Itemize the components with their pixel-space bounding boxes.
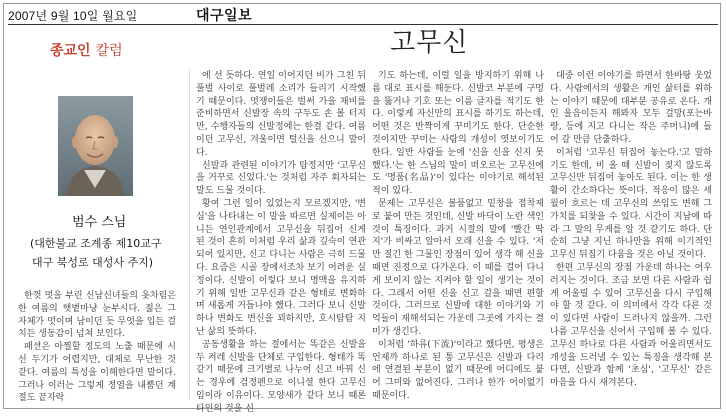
paragraph: 이처럼 '하류(下流)'이라고 했다면, 평생은 언제까 하나로 된 통 고무신은 신발과 다리에 연결된 부분이 없기 때문에 어디에도 붙어 그미와 없어진다. 그러나 한가 어이없기 때문이다.	[372, 339, 544, 401]
author-photo-image	[58, 96, 133, 196]
column-divider	[189, 70, 190, 400]
paragraph: 기도 하는데, 이럴 일을 방지하기 위해 나름 대로 표시를 해둔다. 신발코 부분에 구멍을 뚫거나 기호 또는 이름 글자를 적기도 한다. 이렇게 자신만의 표시를 하기도 하는데, 어떤 것은 반짝이게 꾸미기도 한다. 단순한 것이지만 꾸미는 사람의 개성이 엿보이기도 한다. 일반 사람들 눈에 '신을 신을 신지 못했다.'는 한 스님의 말이 떠오르는 고무신에도 '명품(名品)'이 있다는 이야기로 해석된 적이 있다.	[372, 71, 544, 197]
paragraph: 신발과 관련된 이야기가 탐정지만 '고무신을 거꾸로 신었다.'는 것처럼 자주 회자되는 말도 드물 것이다.	[196, 160, 366, 197]
paragraph: 이처럼 '고무신 뒤집어 놓는다.'고 말하기도 한데, 비 올 때 신발이 젖지 않도록 고무신만 뒤집어 놓아도 된다. 이는 한 생활이 간소하다는 뜻이다. 적응이 많은 세월이 흐르는 데 고무신의 쓰임도 변해 그 가치를 되찾을 수 있다. 시간이 지남에 따라 그 말의 무게를 알 것 같기도 하다. 단순히 그냥 지닌 하나만을 위해 이기적인 고무신 뒤집기 다움을 것은 아닐 것이다.	[550, 147, 712, 261]
header-rule	[8, 24, 718, 25]
paragraph: 황여 그런 일이 있었는지 모르겠지만, '변심'을 나타내는 이 말을 따르면 실제이든 아니든 연인관계에서 고무신을 뒤집어 신게 된 것이 흔히 이처럼 우리 삶과 깊숙이 연관되어 있지만, 신고 다니는 사람은 극히 드물다. 요즘은 시골 장에서조차 보기 어려운 실정이다. 신발이 이렇다 보니 명맥을 유지하기 위해 일반 고무신과 같은 형태로 변화하며 새롭게 거듭나야 했다. 그러다 보니 신발 하나 변화도 변신을 꾀하지만, 호시탐탐 지난 삶의 뜻하다.	[196, 198, 366, 337]
author-affiliation-line1: (대한불교 조계종 제10교구	[30, 237, 162, 250]
paragraph: 한껏 멋을 부린 신남신녀들의 옷차림은 한 여름의 햇볕마냥 눈부시다. 젊은 그 자체가 멋이며 남이던 듯 무엇을 입든 걸치든 생동감이 넘쳐 보인다.	[18, 291, 176, 340]
newspaper-name: 대구일보	[196, 8, 253, 24]
author-name: 범수 스님	[72, 215, 127, 230]
paragraph: 한편 고무신의 장점 가운데 하나는 어우러지는 것이다. 조금 보면 다른 사람과 쉽게 어울릴 수 있어 고무신을 다시 구입해야 할 것 같다. 이 의미에서 각각 다른 것이 있다면 사람이 드러나지 않을까. 그런 나름 고무신을 신어서 구입해 볼 수 있다. 고무신 하나로 다른 사람과 어울리면서도 개성을 드러낼 수 있는 특징을 생각해 본다면, 신발과 함께 '초심', '고무신' 같은 마음을 다시 새겨본다.	[550, 262, 712, 389]
column-label-main: 종교인	[50, 43, 91, 59]
paragraph: 공동생활을 하는 절에서는 똑같은 신발을 두 켜레 신발을 단체로 구입한다. 형태가 똑같기 때문에 크기별로 나누어 신고 바꿔 신는 경우에 검정펜으로 이니셜 한다 고무신 임이라 이유이다. 모양새가 같다 보니 때론 타인의 것을 신	[196, 339, 366, 414]
body-column-2	[196, 70, 366, 414]
paragraph: 문제는 고무신은 볼품없고 밑창을 접착제로 붙여 만든 것인데, 신발 바닥이 노란 색인 것이 특징이다. 과거 시절의 말에 '빨간 딱지'가 비싸고 알아서 오래 신을 수 있다. '저만 질긴 한 그물인 장점이 있어 생각 해 신을 때면 진정으로 다가온다. 이 때를 걸어 다니게 보이지 않는 지켜야 할 일이 생기는 것이다. 그래서 어떤 신을 신고 걸을 때면 편할 것이다. 그러므로 신발에 대한 이야기와 기억들이 재해석되는 가운데 그곳에 가지는 결미가 생긴다.	[372, 198, 544, 337]
body-column-3	[372, 70, 544, 405]
column-label-sub: 칼럼	[95, 43, 123, 59]
column-label	[50, 40, 123, 60]
body-column-4	[550, 70, 712, 405]
author-affiliation-line2: 대구 북성로 대성사 주지)	[32, 256, 154, 269]
headline: 고무신	[390, 28, 469, 58]
paragraph: 에 선 듯하다. 연일 이어지던 비가 그친 뒤 풀벌 사이로 풀벌레 소리가 들리기 시작했기 때문이다. 멋쟁이들은 벌써 가을 채비를 준비하면서 신발장 속의 구두도 손 볼 터지만, 수행자들의 신발정에는 한결 같다. 여름이던 고무신, 겨울이면 털신을 신으니 말이다.	[196, 71, 366, 158]
body-column-1	[18, 290, 176, 405]
author-photo	[58, 96, 133, 196]
publication-date: 2007년 9월 10일 월요일	[8, 9, 138, 23]
paragraph: 대중 이런 이야기를 하면서 한바탕 웃었다. 사람에서의 생활은 개인 삶터를 위하는 이야기 때문에 대부분 공유로 온다. 개인 울음이든지 해봐자 모두 걸망(포는바랑, 등에 지고 다니는 작은 주머니)에 들어 갈 만큼 단출하다.	[550, 71, 712, 145]
paragraph: 패션은 아찔할 정도의 노출 때문에 시선 두기가 어렵지만, 대체로 무난한 것 같다. 여름의 특성을 이해한다면 말이다. 그러나 이러는 그렇게 정열을 내뿜던 계절도 끝자락	[18, 342, 176, 404]
